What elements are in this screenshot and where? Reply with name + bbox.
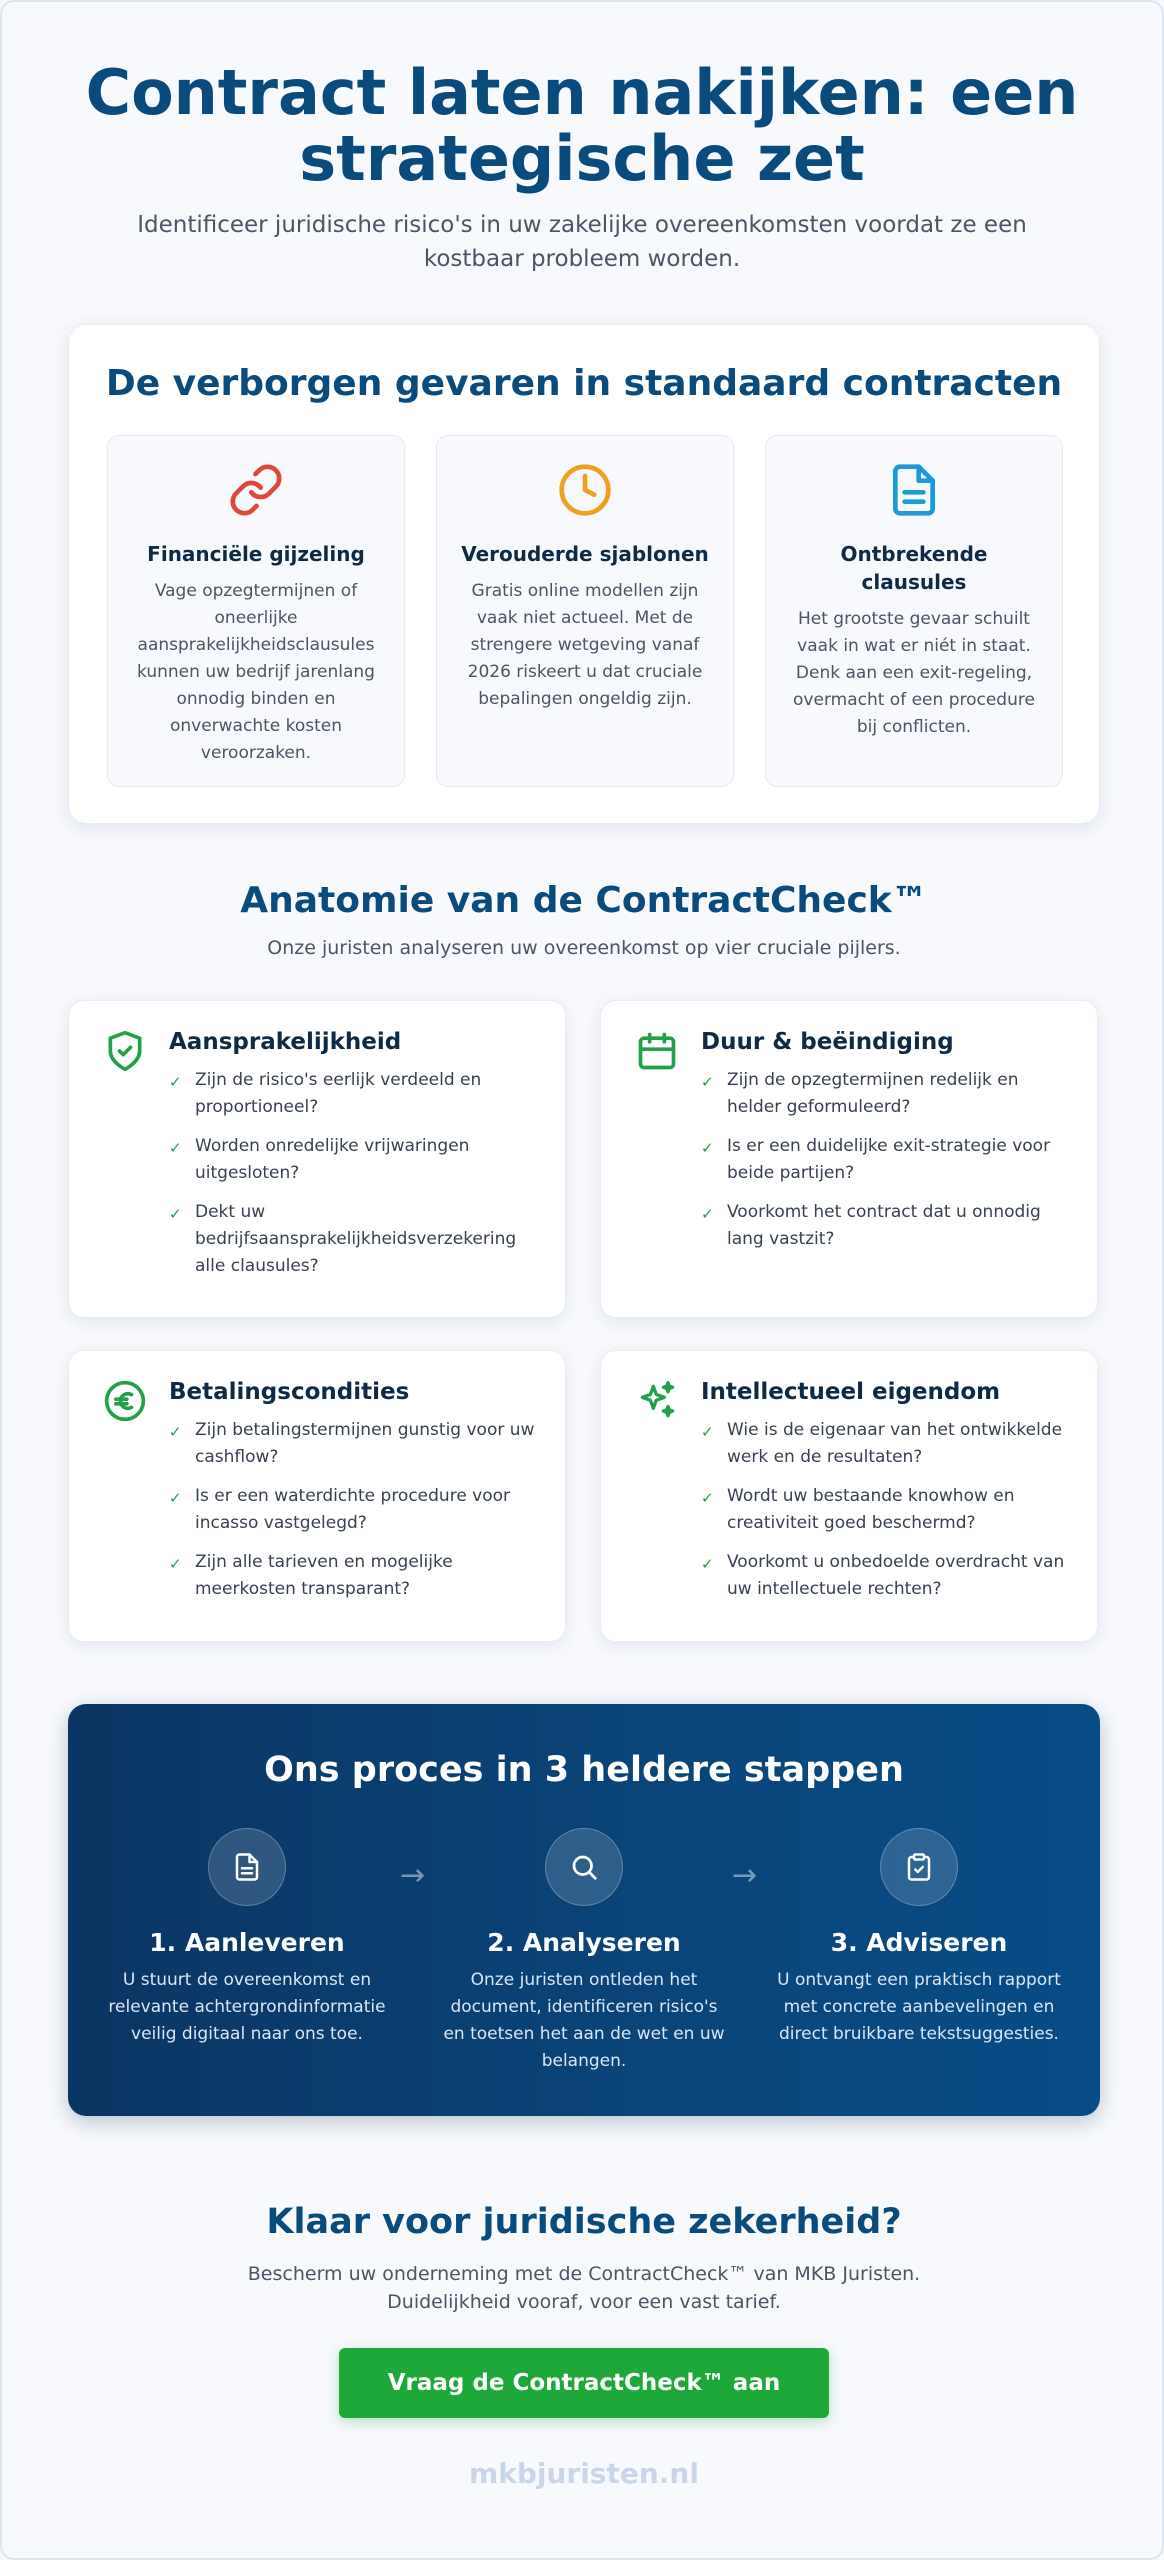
danger-text: Vage opzegtermijnen of oneerlijke aansprakelijkheidsclausules kunnen uw bedrijf jarenlang onnodig binden en onverwachte kosten veroorzaken. [137, 581, 375, 763]
process-step-1 [102, 1828, 392, 2048]
checklist-item: ✓ Voorkomt het contract dat u onnodig lang vastzit? [701, 1199, 1067, 1253]
checklist-item: ✓ Wordt uw bestaande knowhow en creativiteit goed beschermd? [701, 1483, 1067, 1537]
sparkles-icon [635, 1379, 679, 1423]
request-contractcheck-button[interactable]: Vraag de ContractCheck™ aan [339, 2348, 829, 2418]
arrow-right-icon: → [732, 1858, 758, 1893]
shield-check-icon [103, 1029, 147, 1073]
link-icon [132, 462, 380, 518]
danger-item-financial [107, 435, 405, 787]
checklist-item: ✓ Zijn alle tarieven en mogelijke meerkosten transparant? [169, 1549, 535, 1603]
document-icon [208, 1828, 286, 1906]
danger-title: Verouderde sjablonen [461, 542, 709, 566]
page-subtitle: Identificeer juridische risico's in uw zakelijke overeenkomsten voordat ze een kostbaar probleem worden. [137, 212, 1027, 272]
checklist-item: ✓ Is er een waterdichte procedure voor incasso vastgelegd? [169, 1483, 535, 1537]
pillar-checklist [169, 1067, 535, 1280]
pillar-checklist [701, 1067, 1067, 1253]
cta-title: Klaar voor juridische zekerheid? [266, 2202, 902, 2242]
footer-domain: mkbjuristen.nl [469, 2457, 699, 2490]
checklist-item: ✓ Worden onredelijke vrijwaringen uitgesloten? [169, 1133, 535, 1187]
danger-item-outdated [436, 435, 734, 787]
calendar-icon [635, 1029, 679, 1073]
hero [2, 2, 1162, 276]
anatomy-title: Anatomie van de ContractCheck™ [240, 880, 928, 921]
cta-section [2, 2202, 1164, 2418]
cta-line-2: Duidelijkheid vooraf, voor een vast tarief. [387, 2291, 781, 2313]
anatomy-subtitle: Onze juristen analyseren uw overeenkomst op vier cruciale pijlers. [267, 937, 901, 959]
process-title: Ons proces in 3 heldere stappen [264, 1750, 904, 1790]
checklist-item: ✓ Wie is de eigenaar van het ontwikkelde werk en de resultaten? [701, 1417, 1067, 1471]
step-title: 2. Analyseren [487, 1928, 681, 1957]
euro-icon [103, 1379, 147, 1423]
cta-line-1: Bescherm uw onderneming met de ContractCheck™ van MKB Juristen. [247, 2263, 921, 2285]
checklist-item: ✓ Is er een duidelijke exit-strategie voor beide partijen? [701, 1133, 1067, 1187]
pillar-title: Betalingscondities [169, 1379, 410, 1405]
dangers-title: De verborgen gevaren in standaard contracten [105, 363, 1063, 404]
anatomy-header [2, 880, 1164, 959]
step-text: U ontvangt een praktisch rapport met concrete aanbevelingen en direct bruikbare tekstsuggesties. [777, 1970, 1061, 2044]
step-title: 3. Adviseren [830, 1928, 1008, 1957]
danger-text: Gratis online modellen zijn vaak niet actueel. Met de strengere wetgeving vanaf 2026 riskeert u dat cruciale bepalingen ongeldig zijn. [467, 581, 703, 709]
checklist-item: ✓ Zijn de risico's eerlijk verdeeld en proportioneel? [169, 1067, 535, 1121]
checklist-item: ✓ Zijn de opzegtermijnen redelijk en helder geformuleerd? [701, 1067, 1067, 1121]
pillar-checklist [169, 1417, 535, 1603]
danger-title: Financiële gijzeling [147, 542, 365, 566]
step-title: 1. Aanleveren [149, 1928, 345, 1957]
dangers-card [68, 324, 1100, 824]
page-title: Contract laten nakijken: een strategische zet [85, 56, 1079, 195]
checklist-item: ✓ Voorkomt u onbedoelde overdracht van uw intellectuele rechten? [701, 1549, 1067, 1603]
pillar-checklist [701, 1417, 1067, 1603]
step-text: U stuurt de overeenkomst en relevante achtergrondinformatie veilig digitaal naar ons toe. [108, 1970, 386, 2044]
pillar-title: Aansprakelijkheid [169, 1029, 402, 1055]
process-step-2 [439, 1828, 729, 2075]
process-section [68, 1704, 1100, 2116]
step-text: Onze juristen ontleden het document, identificeren risico's en toetsen het aan de wet en uw belangen. [443, 1970, 725, 2071]
pillar-title: Duur & beëindiging [701, 1029, 954, 1055]
checklist-item: ✓ Dekt uw bedrijfsaansprakelijkheidsverzekering alle clausules? [169, 1199, 535, 1280]
arrow-right-icon: → [400, 1858, 426, 1893]
search-icon [545, 1828, 623, 1906]
cta-text [2, 2260, 1164, 2316]
process-step-3 [774, 1828, 1064, 2048]
pillar-title: Intellectueel eigendom [701, 1379, 1001, 1405]
clipboard-check-icon [880, 1828, 958, 1906]
document-icon [790, 462, 1038, 518]
clock-icon [461, 462, 709, 518]
pillar-ip [600, 1350, 1098, 1642]
pillar-payment [68, 1350, 566, 1642]
pillar-liability [68, 1000, 566, 1318]
pillar-duration [600, 1000, 1098, 1318]
checklist-item: ✓ Zijn betalingstermijnen gunstig voor uw cashflow? [169, 1417, 535, 1471]
danger-text: Het grootste gevaar schuilt vaak in wat er niét in staat. Denk aan een exit-regeling, overmacht of een procedure bij conflicten. [793, 609, 1035, 737]
danger-item-missing [765, 435, 1063, 787]
dangers-row [107, 435, 1063, 787]
danger-title: Ontbrekende clausules [840, 542, 988, 594]
